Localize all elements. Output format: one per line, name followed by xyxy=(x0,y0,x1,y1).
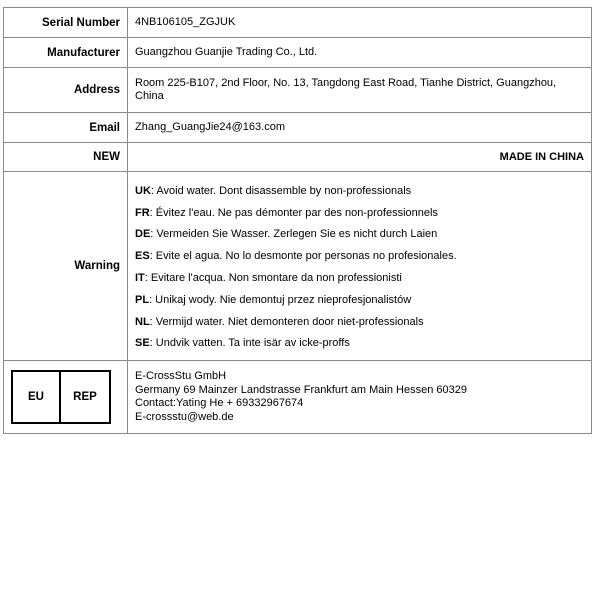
warning-code: UK xyxy=(135,184,151,197)
manufacturer-value: Guangzhou Guanjie Trading Co., Ltd. xyxy=(128,38,592,68)
warning-code: PL xyxy=(135,293,150,306)
serial-number-label: Serial Number xyxy=(4,8,128,38)
new-label: NEW xyxy=(4,143,128,172)
eu-rep-symbol-cell xyxy=(4,361,128,434)
rep-box: REP xyxy=(73,391,97,403)
eu-rep-company: E-CrossStu GmbH xyxy=(135,370,227,382)
warning-code: ES xyxy=(135,250,150,263)
email-value: Zhang_GuangJie24@163.com xyxy=(128,113,592,143)
warning-text: : Avoid water. Dont disassemble by non-professionals xyxy=(150,184,412,197)
warning-code: DE xyxy=(135,228,151,241)
email-row xyxy=(4,113,592,143)
address-label: Address xyxy=(4,68,128,113)
warning-code: NL xyxy=(135,315,150,328)
warning-text: : Evite el agua. No lo desmonte por personas no profesionales. xyxy=(149,250,457,263)
warning-line-se xyxy=(135,333,584,355)
warning-code: IT xyxy=(135,272,145,284)
warning-line-es xyxy=(135,246,584,268)
made-in-china-text: MADE IN CHINA xyxy=(128,143,592,172)
warning-text: : Vermijd water. Niet demonteren door niet-professionals xyxy=(149,315,424,328)
warning-list xyxy=(135,177,584,355)
warning-row xyxy=(4,172,592,361)
manufacturer-label: Manufacturer xyxy=(4,38,128,68)
warning-line-de xyxy=(135,224,584,246)
eu-rep-contact: Contact:Yating He + 69332967674 xyxy=(135,397,304,409)
warning-code: FR xyxy=(135,206,150,219)
eu-rep-row xyxy=(4,361,592,434)
eu-rep-address: Germany 69 Mainzer Landstrasse Frankfurt am Main Hessen 60329 xyxy=(135,383,467,396)
warning-line-uk xyxy=(135,181,584,203)
eu-rep-email: E-crossstu@web.de xyxy=(135,410,234,423)
warning-text: : Evitare l'acqua. Non smontare da non professionisti xyxy=(144,272,402,284)
eu-rep-symbol xyxy=(11,370,111,424)
address-row xyxy=(4,68,592,113)
warning-text: : Évitez l'eau. Ne pas démonter par des non-professionnels xyxy=(149,206,438,219)
product-label-table xyxy=(3,7,592,434)
warning-code: SE xyxy=(135,337,150,350)
warning-line-fr xyxy=(135,203,584,225)
eu-box: EU xyxy=(13,372,61,422)
address-value: Room 225-B107, 2nd Floor, No. 13, Tangdong East Road, Tianhe District, Guangzhou, China xyxy=(128,68,592,113)
serial-number-value: 4NB106105_ZGJUK xyxy=(128,8,592,38)
warning-label: Warning xyxy=(4,172,128,361)
warning-text: : Undvik vatten. Ta inte isär av icke-proffs xyxy=(149,337,350,350)
warning-text: : Unikaj wody. Nie demontuj przez nieprofesjonalistów xyxy=(149,293,412,306)
warning-line-it xyxy=(135,268,584,290)
warning-line-nl xyxy=(135,312,584,334)
serial-number-row xyxy=(4,8,592,38)
warning-line-pl xyxy=(135,290,584,312)
eu-rep-details xyxy=(128,361,592,434)
warning-text: : Vermeiden Sie Wasser. Zerlegen Sie es nicht durch Laien xyxy=(150,228,438,241)
new-row xyxy=(4,143,592,172)
email-label: Email xyxy=(4,113,128,143)
manufacturer-row xyxy=(4,38,592,68)
warning-content xyxy=(128,172,592,361)
